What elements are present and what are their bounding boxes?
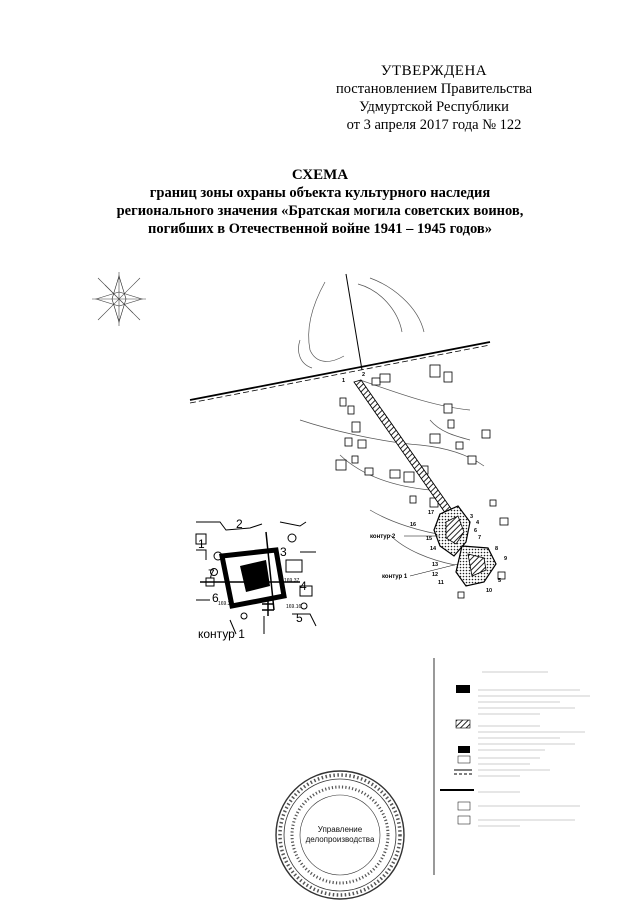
svg-text:14: 14 bbox=[430, 546, 437, 552]
official-seal-stamp bbox=[276, 771, 404, 899]
map-svg bbox=[0, 260, 640, 905]
stamp-line-1: Управление bbox=[317, 825, 363, 834]
svg-text:5: 5 bbox=[498, 578, 502, 584]
svg-text:5: 5 bbox=[296, 611, 303, 625]
svg-text:7: 7 bbox=[208, 567, 215, 581]
map-area bbox=[0, 260, 640, 905]
svg-text:13: 13 bbox=[432, 562, 439, 568]
title-line-2: регионального значения «Братская могила советских воинов, bbox=[116, 203, 524, 219]
compass-rose-icon bbox=[92, 272, 146, 326]
svg-text:1: 1 bbox=[198, 537, 205, 551]
inset-map bbox=[192, 512, 322, 644]
svg-text:169.33: 169.33 bbox=[218, 601, 234, 607]
svg-text:2: 2 bbox=[362, 372, 366, 378]
svg-text:169.16: 169.16 bbox=[286, 604, 302, 610]
inset-contour-label: контур 1 bbox=[198, 627, 245, 641]
approval-line-1: постановлением Правительства bbox=[335, 81, 533, 97]
document-title bbox=[0, 166, 640, 238]
stamp-line-2: делопроизводства bbox=[305, 835, 375, 844]
svg-text:2: 2 bbox=[236, 517, 243, 531]
title-line-3: погибших в Отечественной войне 1941 – 1945 годов» bbox=[148, 221, 492, 237]
road-line-north bbox=[346, 274, 362, 370]
svg-text:12: 12 bbox=[432, 572, 439, 578]
svg-text:169.37: 169.37 bbox=[284, 578, 300, 584]
protection-zone-contour-1 bbox=[456, 546, 499, 586]
approval-block bbox=[304, 62, 564, 134]
protection-corridor bbox=[354, 380, 452, 514]
schema-heading: СХЕМА bbox=[291, 167, 349, 183]
svg-text:11: 11 bbox=[438, 580, 444, 586]
svg-text:17: 17 bbox=[428, 510, 435, 516]
title-line-1: границ зоны охраны объекта культурного наследия bbox=[149, 185, 491, 201]
svg-text:9: 9 bbox=[504, 556, 508, 562]
svg-text:6: 6 bbox=[212, 591, 219, 605]
contour-1-label: контур 1 bbox=[382, 574, 408, 580]
svg-text:8: 8 bbox=[495, 546, 499, 552]
svg-text:7: 7 bbox=[478, 535, 482, 541]
map-legend bbox=[440, 672, 590, 826]
svg-text:4: 4 bbox=[476, 520, 480, 526]
approval-line-2: Удмуртской Республики bbox=[359, 99, 509, 115]
approval-line-3: от 3 апреля 2017 года № 122 bbox=[346, 117, 522, 133]
svg-text:1: 1 bbox=[342, 378, 346, 384]
svg-text:3: 3 bbox=[280, 545, 287, 559]
svg-text:3: 3 bbox=[470, 514, 474, 520]
contour-2-label: контур 2 bbox=[370, 534, 396, 540]
svg-text:15: 15 bbox=[426, 536, 433, 542]
svg-text:16: 16 bbox=[410, 522, 417, 528]
svg-text:4: 4 bbox=[300, 579, 307, 593]
svg-text:10: 10 bbox=[486, 588, 493, 594]
approval-heading: УТВЕРЖДЕНА bbox=[380, 63, 488, 79]
svg-text:6: 6 bbox=[474, 528, 478, 534]
